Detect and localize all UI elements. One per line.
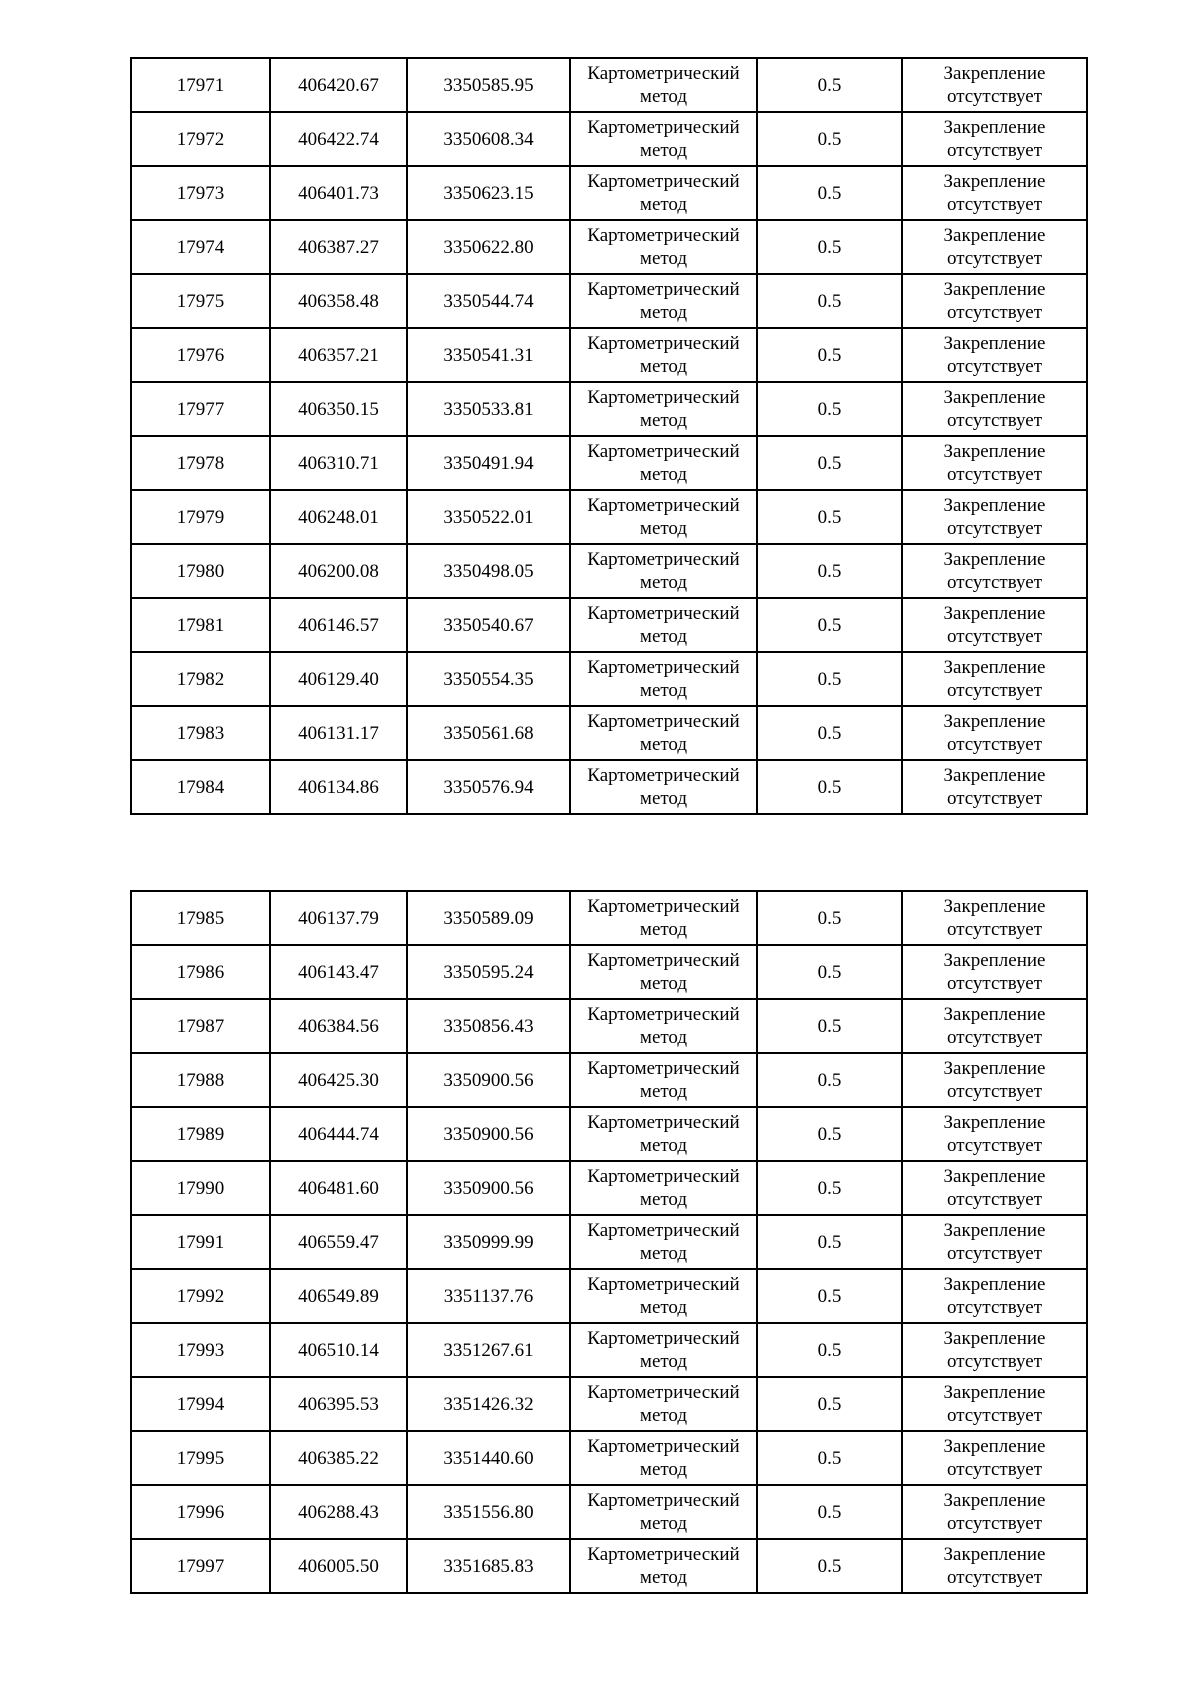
- table-row: [131, 706, 1087, 760]
- fixing-description-cell: Закрепление отсутствует: [902, 945, 1087, 999]
- x-coordinate-cell: 406134.86: [270, 760, 407, 814]
- table-row: [131, 891, 1087, 945]
- x-coordinate-cell: 406143.47: [270, 945, 407, 999]
- table-row: [131, 652, 1087, 706]
- precision-cell: 0.5: [757, 220, 902, 274]
- y-coordinate-cell: 3350540.67: [407, 598, 570, 652]
- precision-cell: 0.5: [757, 58, 902, 112]
- table-row: [131, 166, 1087, 220]
- table-row: [131, 999, 1087, 1053]
- method-cell: Картометрический метод: [570, 274, 757, 328]
- fixing-description-cell: Закрепление отсутствует: [902, 1269, 1087, 1323]
- x-coordinate-cell: 406401.73: [270, 166, 407, 220]
- x-coordinate-cell: 406387.27: [270, 220, 407, 274]
- point-number-cell: 17990: [131, 1161, 270, 1215]
- table-row: [131, 1053, 1087, 1107]
- y-coordinate-cell: 3350576.94: [407, 760, 570, 814]
- x-coordinate-cell: 406384.56: [270, 999, 407, 1053]
- x-coordinate-cell: 406358.48: [270, 274, 407, 328]
- y-coordinate-cell: 3351440.60: [407, 1431, 570, 1485]
- precision-cell: 0.5: [757, 1377, 902, 1431]
- x-coordinate-cell: 406200.08: [270, 544, 407, 598]
- method-cell: Картометрический метод: [570, 1161, 757, 1215]
- x-coordinate-cell: 406005.50: [270, 1539, 407, 1593]
- table-row: [131, 1431, 1087, 1485]
- y-coordinate-cell: 3350589.09: [407, 891, 570, 945]
- fixing-description-cell: Закрепление отсутствует: [902, 1485, 1087, 1539]
- y-coordinate-cell: 3351426.32: [407, 1377, 570, 1431]
- coordinates-table-2: [130, 890, 1088, 1594]
- method-cell: Картометрический метод: [570, 328, 757, 382]
- precision-cell: 0.5: [757, 112, 902, 166]
- y-coordinate-cell: 3350533.81: [407, 382, 570, 436]
- point-number-cell: 17988: [131, 1053, 270, 1107]
- point-number-cell: 17986: [131, 945, 270, 999]
- method-cell: Картометрический метод: [570, 1215, 757, 1269]
- point-number-cell: 17992: [131, 1269, 270, 1323]
- precision-cell: 0.5: [757, 1431, 902, 1485]
- table-row: [131, 58, 1087, 112]
- y-coordinate-cell: 3350522.01: [407, 490, 570, 544]
- x-coordinate-cell: 406310.71: [270, 436, 407, 490]
- fixing-description-cell: Закрепление отсутствует: [902, 436, 1087, 490]
- point-number-cell: 17971: [131, 58, 270, 112]
- point-number-cell: 17985: [131, 891, 270, 945]
- y-coordinate-cell: 3350623.15: [407, 166, 570, 220]
- point-number-cell: 17997: [131, 1539, 270, 1593]
- y-coordinate-cell: 3350541.31: [407, 328, 570, 382]
- x-coordinate-cell: 406481.60: [270, 1161, 407, 1215]
- y-coordinate-cell: 3350561.68: [407, 706, 570, 760]
- point-number-cell: 17979: [131, 490, 270, 544]
- point-number-cell: 17989: [131, 1107, 270, 1161]
- fixing-description-cell: Закрепление отсутствует: [902, 706, 1087, 760]
- method-cell: Картометрический метод: [570, 652, 757, 706]
- point-number-cell: 17978: [131, 436, 270, 490]
- precision-cell: 0.5: [757, 598, 902, 652]
- point-number-cell: 17973: [131, 166, 270, 220]
- y-coordinate-cell: 3350595.24: [407, 945, 570, 999]
- method-cell: Картометрический метод: [570, 945, 757, 999]
- y-coordinate-cell: 3351685.83: [407, 1539, 570, 1593]
- fixing-description-cell: Закрепление отсутствует: [902, 1053, 1087, 1107]
- x-coordinate-cell: 406444.74: [270, 1107, 407, 1161]
- x-coordinate-cell: 406422.74: [270, 112, 407, 166]
- precision-cell: 0.5: [757, 1269, 902, 1323]
- fixing-description-cell: Закрепление отсутствует: [902, 544, 1087, 598]
- table-row: [131, 274, 1087, 328]
- fixing-description-cell: Закрепление отсутствует: [902, 598, 1087, 652]
- method-cell: Картометрический метод: [570, 382, 757, 436]
- x-coordinate-cell: 406357.21: [270, 328, 407, 382]
- precision-cell: 0.5: [757, 544, 902, 598]
- y-coordinate-cell: 3350491.94: [407, 436, 570, 490]
- precision-cell: 0.5: [757, 1053, 902, 1107]
- precision-cell: 0.5: [757, 1215, 902, 1269]
- precision-cell: 0.5: [757, 1161, 902, 1215]
- x-coordinate-cell: 406129.40: [270, 652, 407, 706]
- x-coordinate-cell: 406288.43: [270, 1485, 407, 1539]
- x-coordinate-cell: 406510.14: [270, 1323, 407, 1377]
- fixing-description-cell: Закрепление отсутствует: [902, 1215, 1087, 1269]
- method-cell: Картометрический метод: [570, 1485, 757, 1539]
- method-cell: Картометрический метод: [570, 166, 757, 220]
- x-coordinate-cell: 406395.53: [270, 1377, 407, 1431]
- table-body: [131, 58, 1087, 814]
- point-number-cell: 17980: [131, 544, 270, 598]
- y-coordinate-cell: 3351267.61: [407, 1323, 570, 1377]
- point-number-cell: 17983: [131, 706, 270, 760]
- y-coordinate-cell: 3350900.56: [407, 1107, 570, 1161]
- table-row: [131, 544, 1087, 598]
- y-coordinate-cell: 3351137.76: [407, 1269, 570, 1323]
- fixing-description-cell: Закрепление отсутствует: [902, 999, 1087, 1053]
- method-cell: Картометрический метод: [570, 1269, 757, 1323]
- precision-cell: 0.5: [757, 1107, 902, 1161]
- method-cell: Картометрический метод: [570, 58, 757, 112]
- table-row: [131, 760, 1087, 814]
- y-coordinate-cell: 3351556.80: [407, 1485, 570, 1539]
- table-row: [131, 1539, 1087, 1593]
- point-number-cell: 17982: [131, 652, 270, 706]
- method-cell: Картометрический метод: [570, 598, 757, 652]
- x-coordinate-cell: 406425.30: [270, 1053, 407, 1107]
- x-coordinate-cell: 406549.89: [270, 1269, 407, 1323]
- method-cell: Картометрический метод: [570, 220, 757, 274]
- precision-cell: 0.5: [757, 945, 902, 999]
- method-cell: Картометрический метод: [570, 706, 757, 760]
- method-cell: Картометрический метод: [570, 1323, 757, 1377]
- point-number-cell: 17974: [131, 220, 270, 274]
- table-body: [131, 891, 1087, 1593]
- fixing-description-cell: Закрепление отсутствует: [902, 1323, 1087, 1377]
- method-cell: Картометрический метод: [570, 760, 757, 814]
- precision-cell: 0.5: [757, 760, 902, 814]
- fixing-description-cell: Закрепление отсутствует: [902, 274, 1087, 328]
- fixing-description-cell: Закрепление отсутствует: [902, 166, 1087, 220]
- method-cell: Картометрический метод: [570, 112, 757, 166]
- point-number-cell: 17994: [131, 1377, 270, 1431]
- y-coordinate-cell: 3350544.74: [407, 274, 570, 328]
- table-row: [131, 1377, 1087, 1431]
- table-row: [131, 490, 1087, 544]
- y-coordinate-cell: 3350498.05: [407, 544, 570, 598]
- point-number-cell: 17976: [131, 328, 270, 382]
- method-cell: Картометрический метод: [570, 1377, 757, 1431]
- y-coordinate-cell: 3350999.99: [407, 1215, 570, 1269]
- method-cell: Картометрический метод: [570, 490, 757, 544]
- method-cell: Картометрический метод: [570, 891, 757, 945]
- precision-cell: 0.5: [757, 891, 902, 945]
- table-row: [131, 436, 1087, 490]
- table-row: [131, 1323, 1087, 1377]
- coordinates-table-1: [130, 57, 1088, 815]
- y-coordinate-cell: 3350856.43: [407, 999, 570, 1053]
- x-coordinate-cell: 406350.15: [270, 382, 407, 436]
- table-row: [131, 598, 1087, 652]
- fixing-description-cell: Закрепление отсутствует: [902, 112, 1087, 166]
- x-coordinate-cell: 406131.17: [270, 706, 407, 760]
- point-number-cell: 17981: [131, 598, 270, 652]
- point-number-cell: 17977: [131, 382, 270, 436]
- fixing-description-cell: Закрепление отсутствует: [902, 1107, 1087, 1161]
- table-row: [131, 1107, 1087, 1161]
- table-row: [131, 382, 1087, 436]
- point-number-cell: 17984: [131, 760, 270, 814]
- y-coordinate-cell: 3350554.35: [407, 652, 570, 706]
- table-row: [131, 112, 1087, 166]
- y-coordinate-cell: 3350900.56: [407, 1161, 570, 1215]
- x-coordinate-cell: 406559.47: [270, 1215, 407, 1269]
- precision-cell: 0.5: [757, 706, 902, 760]
- precision-cell: 0.5: [757, 999, 902, 1053]
- precision-cell: 0.5: [757, 490, 902, 544]
- y-coordinate-cell: 3350900.56: [407, 1053, 570, 1107]
- method-cell: Картометрический метод: [570, 1107, 757, 1161]
- x-coordinate-cell: 406146.57: [270, 598, 407, 652]
- method-cell: Картометрический метод: [570, 1539, 757, 1593]
- precision-cell: 0.5: [757, 1323, 902, 1377]
- method-cell: Картометрический метод: [570, 436, 757, 490]
- point-number-cell: 17991: [131, 1215, 270, 1269]
- fixing-description-cell: Закрепление отсутствует: [902, 760, 1087, 814]
- fixing-description-cell: Закрепление отсутствует: [902, 1431, 1087, 1485]
- fixing-description-cell: Закрепление отсутствует: [902, 1377, 1087, 1431]
- method-cell: Картометрический метод: [570, 999, 757, 1053]
- precision-cell: 0.5: [757, 1485, 902, 1539]
- x-coordinate-cell: 406248.01: [270, 490, 407, 544]
- x-coordinate-cell: 406137.79: [270, 891, 407, 945]
- precision-cell: 0.5: [757, 1539, 902, 1593]
- point-number-cell: 17995: [131, 1431, 270, 1485]
- y-coordinate-cell: 3350622.80: [407, 220, 570, 274]
- fixing-description-cell: Закрепление отсутствует: [902, 891, 1087, 945]
- precision-cell: 0.5: [757, 652, 902, 706]
- precision-cell: 0.5: [757, 166, 902, 220]
- fixing-description-cell: Закрепление отсутствует: [902, 382, 1087, 436]
- point-number-cell: 17993: [131, 1323, 270, 1377]
- precision-cell: 0.5: [757, 274, 902, 328]
- x-coordinate-cell: 406420.67: [270, 58, 407, 112]
- table-row: [131, 220, 1087, 274]
- table-row: [131, 945, 1087, 999]
- table-row: [131, 328, 1087, 382]
- fixing-description-cell: Закрепление отсутствует: [902, 1161, 1087, 1215]
- method-cell: Картометрический метод: [570, 1053, 757, 1107]
- fixing-description-cell: Закрепление отсутствует: [902, 220, 1087, 274]
- precision-cell: 0.5: [757, 436, 902, 490]
- fixing-description-cell: Закрепление отсутствует: [902, 490, 1087, 544]
- precision-cell: 0.5: [757, 382, 902, 436]
- table-row: [131, 1485, 1087, 1539]
- y-coordinate-cell: 3350585.95: [407, 58, 570, 112]
- point-number-cell: 17975: [131, 274, 270, 328]
- precision-cell: 0.5: [757, 328, 902, 382]
- table-row: [131, 1215, 1087, 1269]
- fixing-description-cell: Закрепление отсутствует: [902, 652, 1087, 706]
- fixing-description-cell: Закрепление отсутствует: [902, 1539, 1087, 1593]
- method-cell: Картометрический метод: [570, 1431, 757, 1485]
- method-cell: Картометрический метод: [570, 544, 757, 598]
- fixing-description-cell: Закрепление отсутствует: [902, 328, 1087, 382]
- table-row: [131, 1269, 1087, 1323]
- point-number-cell: 17996: [131, 1485, 270, 1539]
- point-number-cell: 17972: [131, 112, 270, 166]
- table-row: [131, 1161, 1087, 1215]
- point-number-cell: 17987: [131, 999, 270, 1053]
- y-coordinate-cell: 3350608.34: [407, 112, 570, 166]
- x-coordinate-cell: 406385.22: [270, 1431, 407, 1485]
- fixing-description-cell: Закрепление отсутствует: [902, 58, 1087, 112]
